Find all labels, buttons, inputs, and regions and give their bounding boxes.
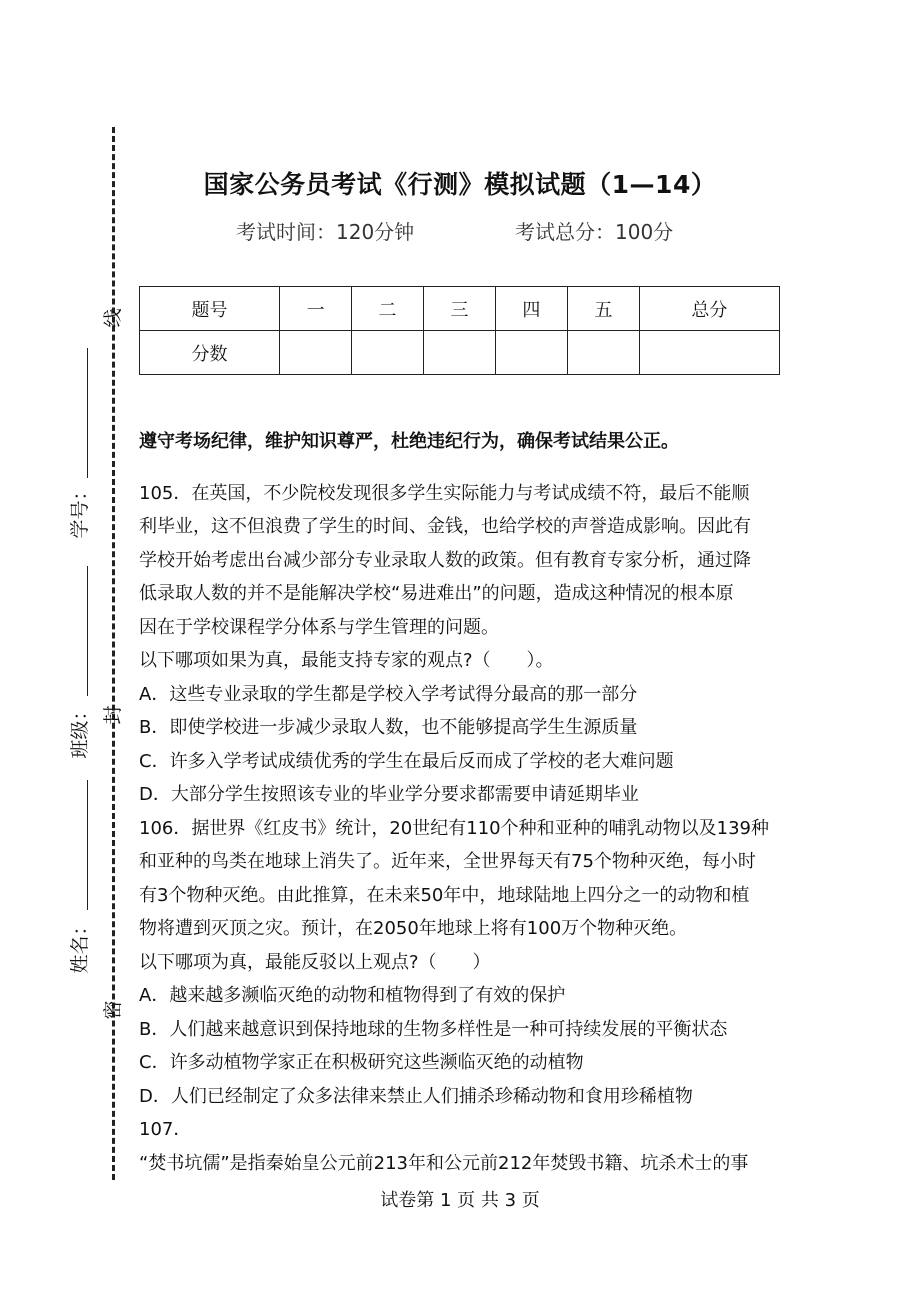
score-cell xyxy=(352,331,424,375)
binding-dashed-line xyxy=(112,127,115,1180)
seal-mark-seal: 封 xyxy=(102,705,124,725)
option-c: C．许多入学考试成绩优秀的学生在最后反而成了学校的老大难问题 xyxy=(139,750,674,772)
question-106 xyxy=(139,812,789,1114)
page-footer: 试卷第 1 页 共 3 页 xyxy=(380,1190,540,1211)
exam-time: 考试时间：120分钟 xyxy=(236,220,415,244)
question-stem-line: “焚书坑儒”是指秦始皇公元前213年和公元前212年焚毁书籍、坑杀术士的事 xyxy=(139,1152,749,1174)
score-table xyxy=(139,286,780,375)
student-id-label: 学号： xyxy=(69,481,91,539)
table-header-cell: 四 xyxy=(495,287,567,331)
option-b: B．即使学校进一步减少录取人数，也不能够提高学生生源质量 xyxy=(139,717,638,738)
question-stem-line: 学校开始考虑出台减少部分专业录取人数的政策。但有教育专家分析，通过降 xyxy=(139,549,751,571)
student-id-underline xyxy=(87,348,88,478)
question-107 xyxy=(139,1113,789,1180)
table-header-cell: 总分 xyxy=(639,287,779,331)
seal-mark-line: 线 xyxy=(102,308,124,328)
question-prompt: 以下哪项如果为真，最能支持专家的观点?（ ）。 xyxy=(139,650,554,671)
score-cell xyxy=(639,331,779,375)
question-105 xyxy=(139,477,789,812)
question-prompt: 以下哪项为真，最能反驳以上观点?（ ） xyxy=(139,951,491,973)
exam-notice: 遵守考场纪律，维护知识尊严，杜绝违纪行为，确保考试结果公正。 xyxy=(139,431,679,452)
exam-content xyxy=(139,425,789,1180)
total-score: 考试总分：100分 xyxy=(515,220,674,244)
score-table-score-row xyxy=(140,331,780,375)
option-a: A．这些专业录取的学生都是学校入学考试得分最高的那一部分 xyxy=(139,683,638,705)
score-cell xyxy=(280,331,352,375)
option-a: A．越来越多濒临灭绝的动物和植物得到了有效的保护 xyxy=(139,985,566,1006)
table-header-cell: 五 xyxy=(567,287,639,331)
question-stem-line: 因在于学校课程学分体系与学生管理的问题。 xyxy=(139,616,499,638)
question-number: 107． xyxy=(139,1119,192,1140)
name-underline xyxy=(87,780,88,910)
exam-title: 国家公务员考试《行测》模拟试题（1—14） xyxy=(203,170,717,199)
name-label: 姓名： xyxy=(69,916,91,974)
table-header-cell: 题号 xyxy=(140,287,280,331)
question-stem-line: 低录取人数的并不是能解决学校“易进难出”的问题，造成这种情况的根本原 xyxy=(139,583,734,604)
question-stem-line: 和亚种的鸟类在地球上消失了。近年来，全世界每天有75个物种灭绝，每小时 xyxy=(139,851,756,872)
question-stem-line: 利毕业，这不但浪费了学生的时间、金钱，也给学校的声誉造成影响。因此有 xyxy=(139,516,751,537)
score-table-header-row xyxy=(140,287,780,331)
class-label: 班级： xyxy=(69,701,91,759)
option-b: B．人们越来越意识到保持地球的生物多样性是一种可持续发展的平衡状态 xyxy=(139,1018,728,1040)
option-d: D．大部分学生按照该专业的毕业学分要求都需要申请延期毕业 xyxy=(139,784,639,805)
table-header-cell: 一 xyxy=(280,287,352,331)
score-cell xyxy=(495,331,567,375)
table-header-cell: 三 xyxy=(423,287,495,331)
question-stem-line: 106．据世界《红皮书》统计，20世纪有110个种和亚种的哺乳动物以及139种 xyxy=(139,817,769,839)
question-stem-line: 105．在英国，不少院校发现很多学生实际能力与考试成绩不符，最后不能顺 xyxy=(139,482,750,504)
seal-mark-secret: 密 xyxy=(102,1000,124,1020)
table-header-cell: 二 xyxy=(352,287,424,331)
option-d: D．人们已经制定了众多法律来禁止人们捕杀珍稀动物和食用珍稀植物 xyxy=(139,1085,693,1107)
score-cell xyxy=(423,331,495,375)
class-underline xyxy=(87,566,88,696)
option-c: C．许多动植物学家正在积极研究这些濒临灭绝的动植物 xyxy=(139,1052,584,1073)
score-cell xyxy=(567,331,639,375)
score-row-label: 分数 xyxy=(140,331,280,375)
question-stem-line: 物将遭到灭顶之灾。预计，在2050年地球上将有100万个物种灭绝。 xyxy=(139,918,688,939)
question-stem-line: 有3个物种灭绝。由此推算，在未来50年中，地球陆地上四分之一的动物和植 xyxy=(139,884,750,906)
